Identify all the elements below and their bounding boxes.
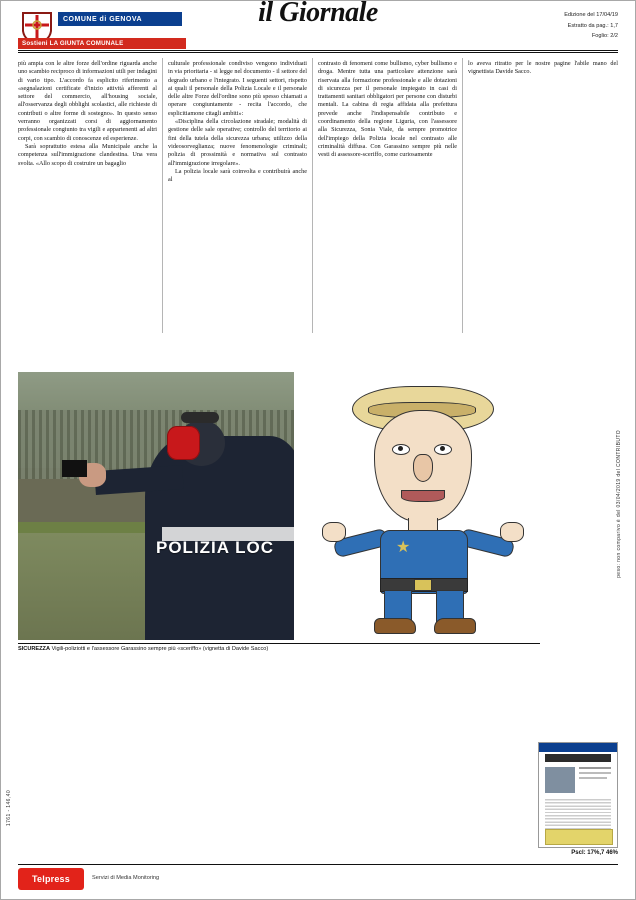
photo-caption	[18, 646, 542, 652]
paragraph: più ampia con le altre forze dell'ordine riguarda anche uno scambio reciproco di informazioni utili per indagini di vario tipo. L'accordo fa esplicito riferimento a «segnalazioni certificate d'inizio attività afferenti al settore del commercio, all'housing sociale, all'osservanza degli obblighi scolastici, alle richieste di contributi o altre forme di sostegno». In questo senso verranno organizzati corsi di aggiornamento professionale congiunto tra vigili e appartenenti ad altri corpi, con scambio di conoscenze ed esperienze.	[18, 60, 158, 142]
article-column-2	[168, 60, 307, 184]
column-separator-1	[162, 58, 163, 333]
telpress-logo: Telpress	[18, 868, 84, 890]
article-column-1	[18, 60, 157, 168]
sheet-number: Foglio: 2/2	[591, 33, 618, 40]
paragraph: Sarà soprattutto estesa alla Municipale anche la competenza sull'immigrazione clandestina. Una vera svolta. «Allo scopo di costruire un bagaglio	[18, 142, 157, 167]
thumbnail-masthead	[545, 754, 611, 762]
caption-rule	[18, 643, 540, 644]
paragraph: La polizia locale sarà coinvolta e contribuirà anche al	[168, 167, 307, 184]
thumbnail-advert	[545, 829, 613, 845]
thumbnail-headline-2	[579, 772, 611, 774]
edition-date: Edizione del 17/04/19	[564, 12, 618, 18]
header-rule	[18, 50, 618, 51]
column-separator-3	[462, 58, 463, 333]
photo-ear-defender	[167, 426, 200, 461]
page-footer	[18, 868, 618, 894]
cartoon-mouth	[401, 490, 445, 502]
cartoon-hand-right	[500, 522, 524, 542]
thumbnail-headline-1	[579, 767, 611, 769]
right-margin-note: peso: non comparivo è del 03/04/2019 del CONTRIBUTO	[616, 430, 622, 578]
header-rule-2	[18, 52, 618, 53]
photo-ear-defender-band	[181, 412, 220, 423]
paragraph: culturale professionale condiviso vengono individuati in via prioritaria - si legge nel documento - il settore del degrado urbano e l'integrato. I seguenti settori, rispetto ai quali il personale della Polizia Locale e il personale delle altre Forze dell'ordine sono più spesso chiamati a operare congiuntamente - recita l'accordo, che esplicitiamone citagli ambiti»:	[168, 60, 307, 117]
footer-tagline: Servizi di Media Monitoring	[92, 875, 160, 881]
extract-pages: Estratto da pag.: 1,7	[567, 22, 618, 29]
article-column-4	[468, 60, 618, 77]
paragraph: lo aveva ritratto per le nostre pagine l'abile mano del vignettista Davide Sacco.	[468, 60, 618, 76]
thumbnail-headline-3	[579, 777, 607, 779]
cartoon-belt-buckle	[414, 579, 432, 591]
cartoon-boot-right	[434, 618, 476, 634]
municipio-label: COMUNE di GENOVA	[58, 12, 182, 26]
sheriff-star-icon: ★	[396, 539, 411, 556]
header-subtitle: Sostieni LA GIUNTA COMUNALE	[18, 38, 186, 49]
header-meta	[506, 10, 618, 42]
pscl-value: Pscl: 17%,7 46%	[571, 850, 618, 856]
cartoon-boot-left	[374, 618, 416, 634]
paragraph: contrasto di fenomeni come bullismo, cyber bullismo e droga. Mentre tutta una particolare attenzione sarà riservata alla formazione professionale e alle dotazioni di sicurezza per il personale impiegato in casi di trattamenti sanitari obbligatori per persone con disturbi mentali. La cabina di regia affidata alla prefettura prevede anche l'indispensabile contributo e coordinamento della regione Liguria, con l'assessore alla Sicurezza, Sonia Viale, da sempre promotrice dell'impiego della Polizia locale nel contrasto alle criminalità diffusa. Con Garassino sempre più nelle vesti di assessore-sceriffo, come curiosamente	[318, 60, 457, 159]
cartoon-pupil-left	[398, 446, 403, 451]
masthead-title: il Giornale	[258, 0, 378, 28]
cartoon-pupil-right	[440, 446, 445, 451]
column-separator-2	[312, 58, 313, 333]
left-margin-note: 1761 - 146,40	[6, 790, 12, 827]
article-photo	[18, 372, 294, 640]
cartoon-hand-left	[322, 522, 346, 542]
cartoon-nose	[413, 454, 433, 482]
thumbnail-header-band	[539, 743, 617, 752]
page-thumbnail	[538, 742, 618, 848]
photo-pistol	[62, 460, 87, 476]
editorial-cartoon	[300, 372, 540, 640]
caption-text: Vigili-poliziotti e l'assessore Garassino sempre più «sceriffo» (vignetta di Davide Sacco)	[51, 646, 269, 652]
photo-vest-text: POLIZIA LOC	[156, 538, 275, 558]
paragraph: «Disciplina della circolazione stradale; modalità di gestione delle sale operative; controllo del territorio ai fini della tutela della sicurezza urbana; utilizzo della videosorveglianza; nuove fenomenologie criminali; polizia di prossimità e normativa sul contrasto all'immigrazione irregolare».	[168, 118, 307, 167]
footer-rule	[18, 864, 618, 865]
page-header	[18, 0, 618, 50]
article-column-3	[318, 60, 457, 160]
thumbnail-photo	[545, 767, 575, 793]
caption-lead: SICUREZZA	[18, 646, 51, 652]
